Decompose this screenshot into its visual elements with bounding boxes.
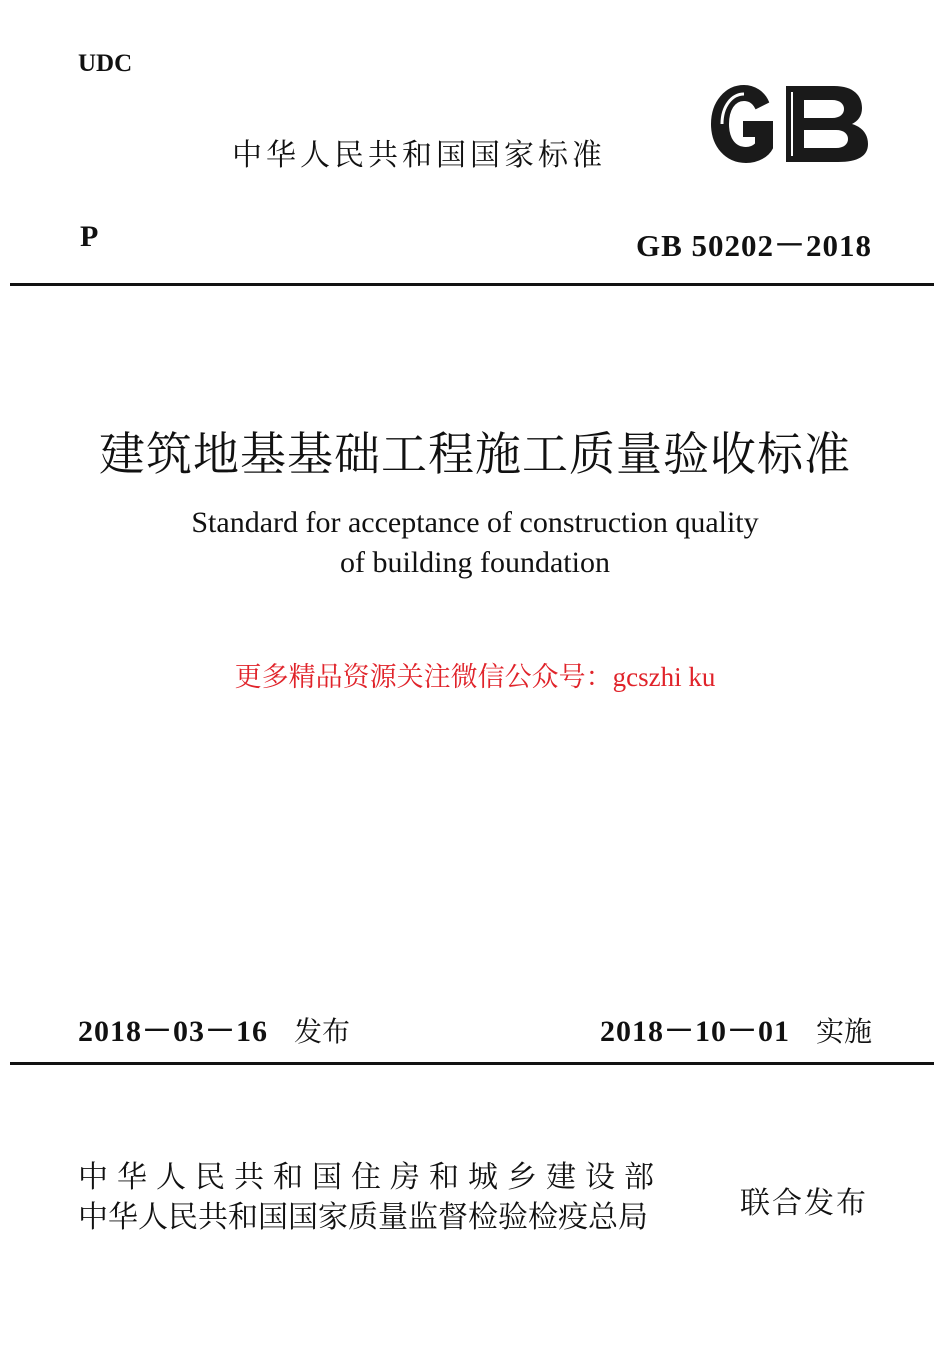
issuer-aqsiq: 中华人民共和国国家质量监督检验检疫总局 [78, 1200, 648, 1235]
implement-date-block [600, 1006, 872, 1050]
issue-label: 发布 [294, 1015, 351, 1048]
top-divider [10, 283, 934, 286]
implement-date: 2018－10－01 [599, 1015, 790, 1048]
issuing-authorities [78, 1158, 663, 1238]
implement-label: 实施 [815, 1015, 872, 1048]
udc-label: UDC [78, 50, 133, 77]
country-standard-heading: 中华人民共和国国家标准 [232, 138, 606, 173]
issuer-ministry-housing: 中华人民共和国住房和城乡建设部 [78, 1160, 663, 1195]
title-chinese: 建筑地基基础工程施工质量验收标准 [99, 429, 851, 480]
title-english-line1: Standard for acceptance of construction quality [191, 506, 759, 539]
issue-date-block [78, 1006, 350, 1050]
gb-logo-icon [706, 78, 874, 170]
issue-date: 2018－03－16 [78, 1015, 268, 1048]
standard-number: GB 50202－2018 [635, 228, 872, 263]
bottom-divider [10, 1062, 934, 1065]
title-english-line2: of building foundation [340, 546, 610, 579]
joint-issue-label: 联合发布 [740, 1186, 868, 1221]
title-english [0, 503, 950, 583]
promo-text: 更多精品资源关注微信公众号：gcszhi ku [234, 662, 716, 692]
category-code: P [80, 220, 99, 253]
